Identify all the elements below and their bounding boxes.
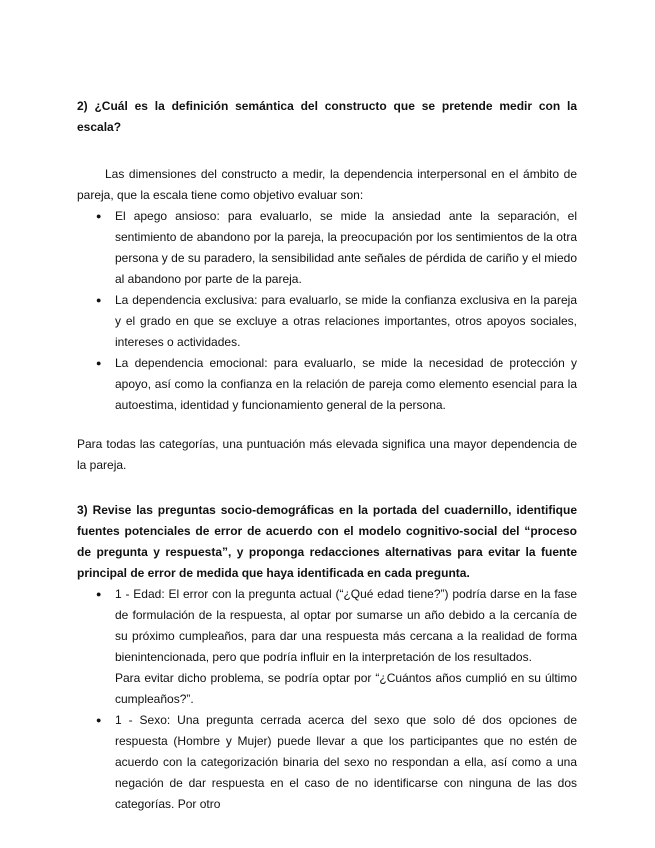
bullet-icon: ●	[96, 295, 102, 305]
list-item-text: La dependencia exclusiva: para evaluarlo, se mide la confianza exclusiva en la pareja y el grado en que se excluye a otras relaciones importantes, otros apoyos sociales, intereses o actividades.	[115, 293, 577, 349]
list-item-extra-text: Para evitar dicho problema, se podría optar por “¿Cuántos años cumplió en su último cumpleaños?”.	[115, 671, 577, 706]
section-2-bullet-list	[77, 206, 577, 416]
list-item	[77, 206, 577, 290]
section-3-bullet-list	[77, 584, 577, 815]
list-item-text: 1 - Sexo: Una pregunta cerrada acerca del sexo que solo dé dos opciones de respuesta (Hombre y Mujer) puede llevar a que los participantes que no estén de acuerdo con la categorización binaria del sexo no respondan a ella, así como a una negación de dar respuesta en el caso de no identificarse con ninguna de las dos categorías. Por otro	[115, 713, 577, 811]
bullet-icon: ●	[96, 715, 102, 725]
bullet-icon: ●	[96, 211, 102, 221]
bullet-icon: ●	[96, 358, 102, 368]
section-2-closing: Para todas las categorías, una puntuación más elevada significa una mayor dependencia de la pareja.	[77, 437, 577, 472]
section-3-heading: 3) Revise las preguntas socio-demográficas en la portada del cuadernillo, identifique fuentes potenciales de error de acuerdo con el modelo cognitivo-social del “proceso de pregunta y respuesta”, y proponga redacciones alternativas para evitar la fuente principal de error de medida que haya identificada en cada pregunta.	[77, 503, 577, 580]
list-item-text: El apego ansioso: para evaluarlo, se mide la ansiedad ante la separación, el sentimiento de abandono por la pareja, la preocupación por los sentimientos de la otra persona y de su paradero, la sensibilidad ante señales de pérdida de cariño y el miedo al abandono por parte de la pareja.	[115, 209, 577, 286]
list-item	[77, 710, 577, 815]
section-2-heading: 2) ¿Cuál es la definición semántica del constructo que se pretende medir con la escala?	[77, 99, 577, 134]
section-2-intro: Las dimensiones del constructo a medir, la dependencia interpersonal en el ámbito de pareja, que la escala tiene como objetivo evaluar son:	[77, 167, 577, 202]
list-item-text: 1 - Edad: El error con la pregunta actual (“¿Qué edad tiene?”) podría darse en la fase de formulación de la respuesta, al optar por sumarse un año debido a la cercanía de su próximo cumpleaños, para dar una respuesta más cercana a la realidad de forma bienintencionada, pero que podría influir en la interpretación de los resultados.	[115, 587, 577, 664]
list-item-text: La dependencia emocional: para evaluarlo, se mide la necesidad de protección y apoyo, así como la confianza en la relación de pareja como elemento esencial para la autoestima, identidad y funcionamiento general de la persona.	[115, 356, 577, 412]
document-page	[77, 96, 577, 815]
list-item	[77, 353, 577, 416]
bullet-icon: ●	[96, 589, 102, 599]
list-item	[77, 584, 577, 710]
list-item	[77, 290, 577, 353]
